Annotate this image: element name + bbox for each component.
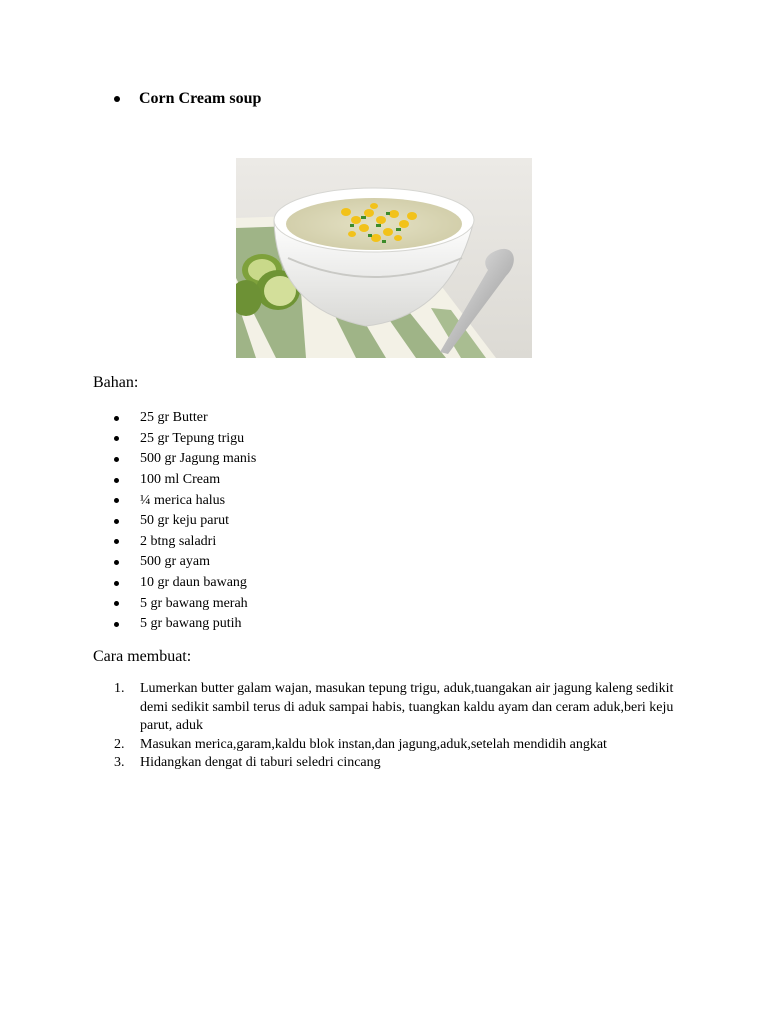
bullet-icon: [114, 581, 119, 586]
soup-bowl-image: [236, 158, 532, 358]
ingredients-list: [114, 408, 256, 635]
list-item: [114, 573, 256, 594]
ingredient-text: 10 gr daun bawang: [140, 575, 247, 591]
bullet-icon: [114, 457, 119, 462]
bullet-icon: [114, 601, 119, 606]
ingredient-text: ¼ merica halus: [140, 492, 226, 508]
list-item: [114, 429, 256, 450]
ingredient-text: 25 gr Tepung trigu: [140, 430, 245, 446]
bullet-icon: [114, 416, 119, 421]
list-item: [114, 680, 674, 736]
list-item: [114, 614, 256, 635]
bullet-icon: [114, 436, 119, 441]
bullet-icon: [114, 96, 120, 102]
ingredients-heading: Bahan:: [93, 374, 139, 391]
list-item: [114, 449, 256, 470]
soup-photo: [236, 158, 532, 358]
list-item: [114, 754, 674, 773]
ingredient-text: 100 ml Cream: [140, 472, 221, 488]
list-item: [114, 470, 256, 491]
method-steps-list: [114, 680, 674, 773]
ingredient-text: 500 gr ayam: [140, 554, 210, 570]
list-item: [114, 736, 674, 755]
ingredient-text: 25 gr Butter: [140, 410, 208, 426]
step-text: Hidangkan dengat di taburi seledri cincang: [140, 755, 381, 770]
step-text: Lumerkan butter galam wajan, masukan tepung trigu, aduk,tuangakan air jagung kaleng sedikit demi sedikit sambil terus di aduk sampai habis, tuangkan kaldu ayam dan ceram aduk,beri keju parut, aduk: [140, 681, 674, 733]
ingredient-text: 5 gr bawang putih: [140, 616, 242, 632]
list-item: [114, 552, 256, 573]
list-item: [114, 511, 256, 532]
step-number: 1.: [114, 681, 125, 696]
recipe-title-row: [114, 89, 261, 109]
step-text: Masukan merica,garam,kaldu blok instan,dan jagung,aduk,setelah mendidih angkat: [140, 736, 607, 752]
bullet-icon: [114, 498, 119, 503]
ingredient-text: 2 btng saladri: [140, 533, 217, 549]
step-number: 3.: [114, 755, 125, 770]
bullet-icon: [114, 519, 119, 524]
ingredient-text: 50 gr keju parut: [140, 513, 230, 529]
recipe-title: Corn Cream soup: [139, 90, 262, 107]
list-item: [114, 593, 256, 614]
ingredient-text: 5 gr bawang merah: [140, 595, 248, 611]
list-item: [114, 532, 256, 553]
bullet-icon: [114, 539, 119, 544]
method-heading: Cara membuat:: [93, 648, 192, 665]
bullet-icon: [114, 560, 119, 565]
bullet-icon: [114, 622, 119, 627]
list-item: [114, 408, 256, 429]
list-item: [114, 490, 256, 511]
step-number: 2.: [114, 736, 125, 752]
ingredient-text: 500 gr Jagung manis: [140, 451, 257, 467]
bullet-icon: [114, 478, 119, 483]
